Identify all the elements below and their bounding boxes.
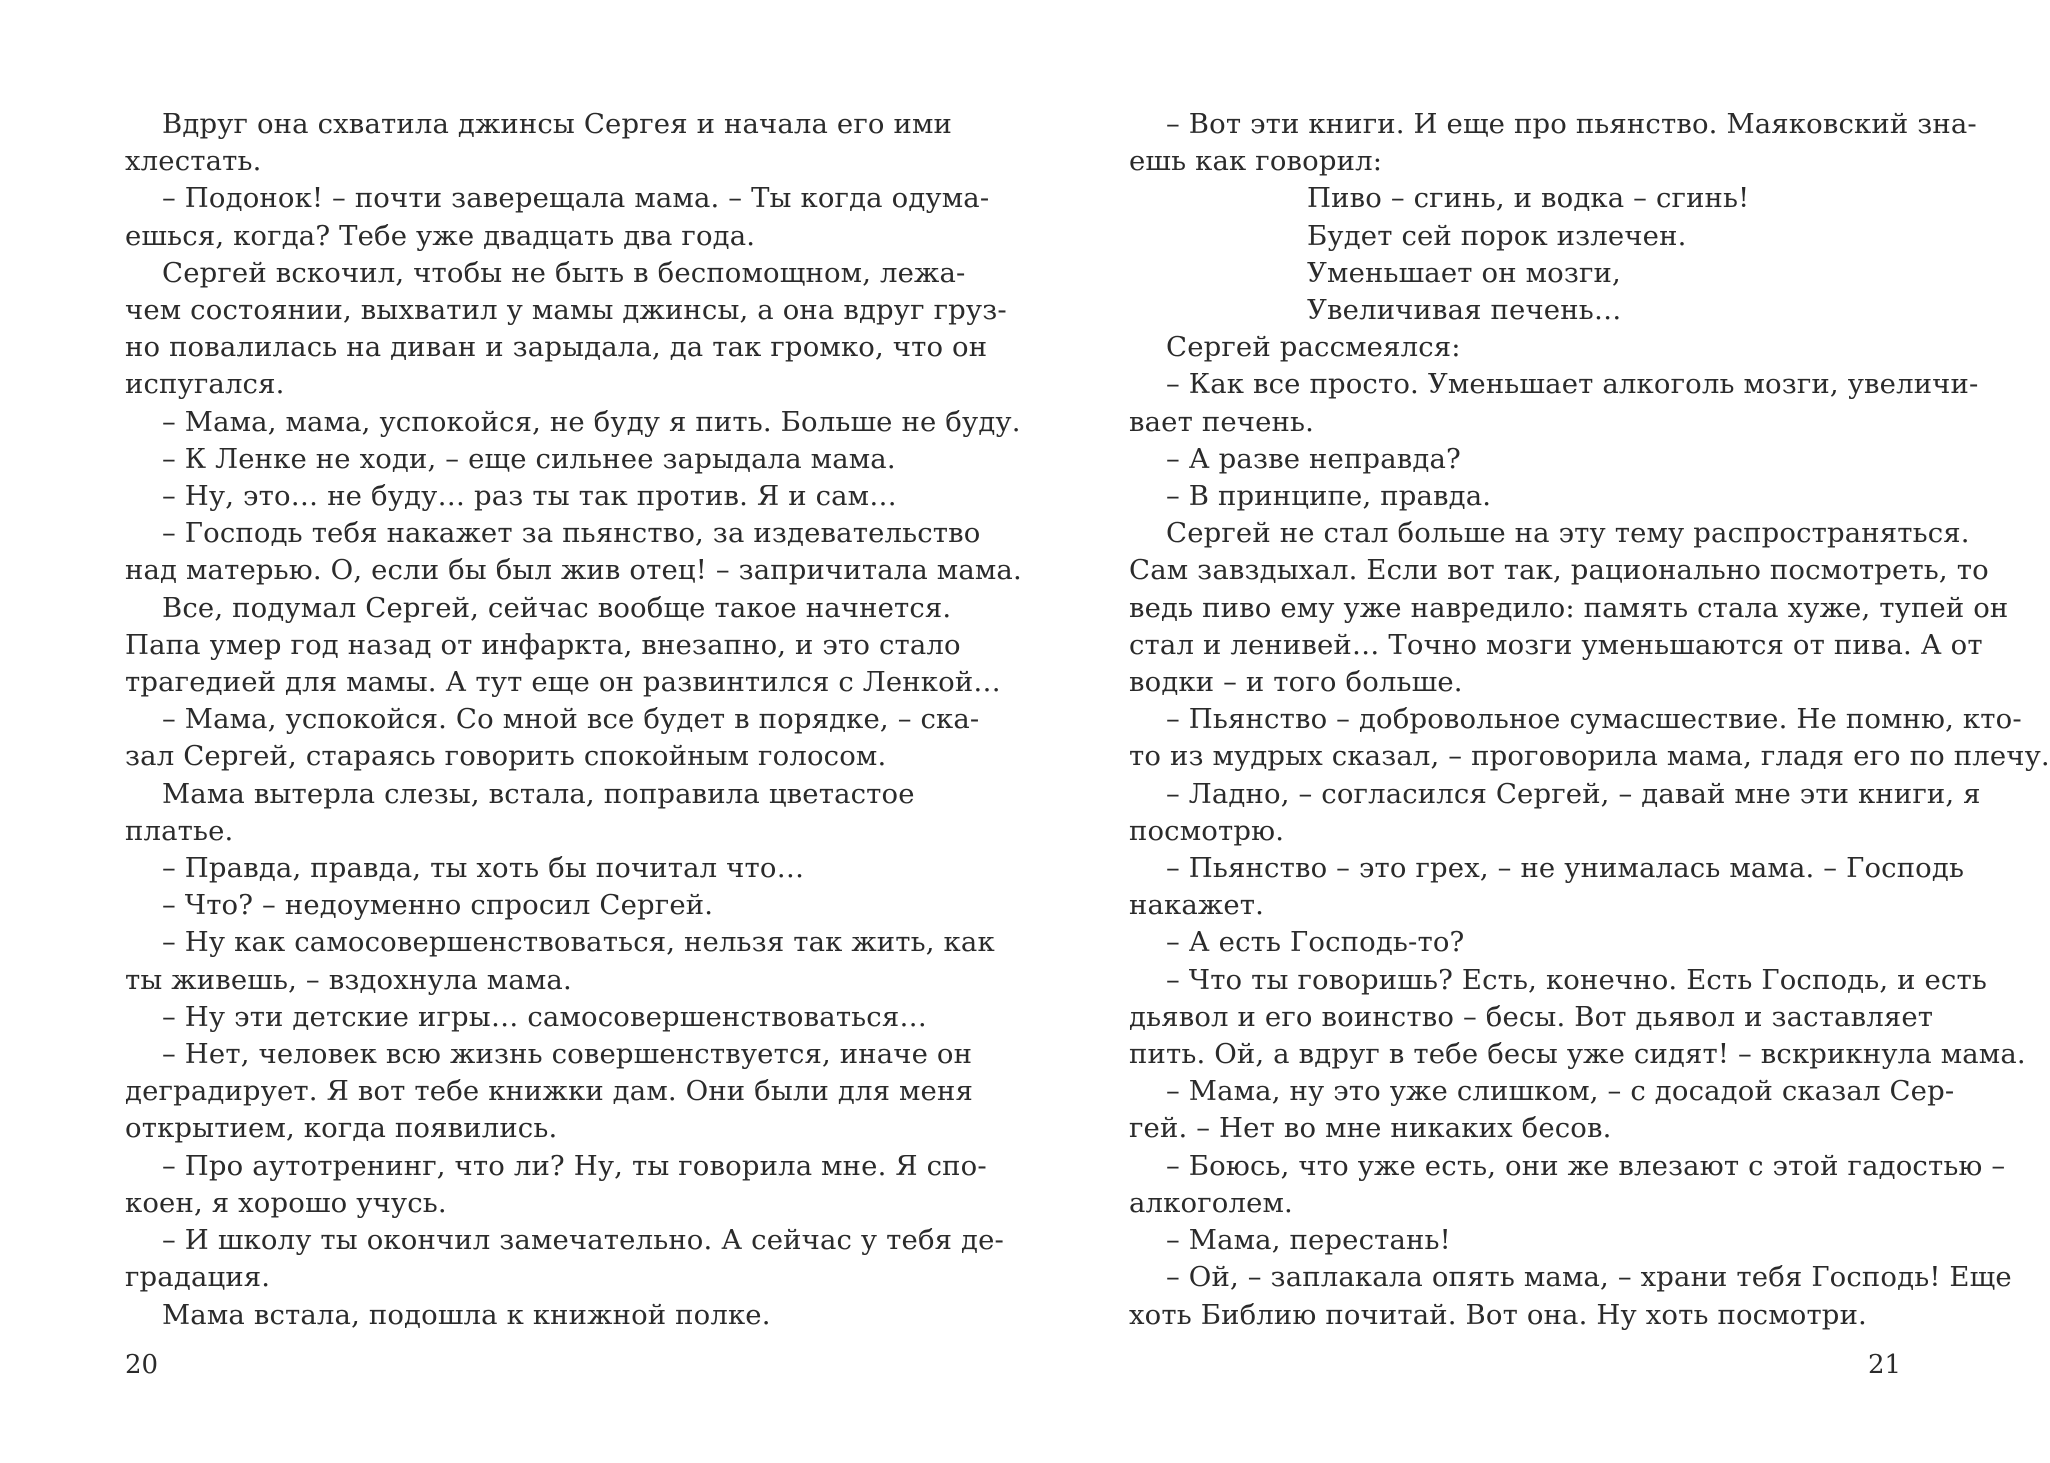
text-line: Сам завздыхал. Если вот так, рационально посмотреть, то [1129,554,1989,587]
text-line: – Нет, человек всю жизнь совершенствуется, иначе он [162,1038,973,1071]
text-line: Сергей вскочил, чтобы не быть в беспомощном, лежа- [162,256,966,289]
left-page-text [125,106,1022,1334]
text-line: – Боюсь, что уже есть, они же влезают с этой гадостью – [1166,1149,2006,1182]
text-line: – Мама, мама, успокойся, не буду я пить. Больше не буду. [162,405,1021,438]
text-line: стал и ленивей… Точно мозги уменьшаются от пива. А от [1129,628,1983,661]
text-line: – В принципе, правда. [1166,480,1492,513]
text-line: – Ну, это… не буду… раз ты так против. Я и сам… [162,480,897,513]
text-line: градация. [125,1261,271,1294]
text-line: ешь как говорил: [1129,145,1383,178]
text-line: – Ну как самосовершенствоваться, нельзя так жить, как [162,926,995,959]
text-line: – К Ленке не ходи, – еще сильнее зарыдала мама. [162,442,896,475]
text-line: – Как все просто. Уменьшает алкоголь мозги, увеличи- [1166,368,1979,401]
text-line: водки – и того больше. [1129,666,1463,699]
verse-line: Уменьшает он мозги, [1307,256,1621,289]
text-line: коен, я хорошо учусь. [125,1186,447,1219]
text-line: – Мама, успокойся. Со мной все будет в порядке, – ска- [162,703,980,736]
text-line: алкоголем. [1129,1186,1293,1219]
text-line: платье. [125,814,234,847]
text-line: – А есть Господь-то? [1166,926,1465,959]
text-line: – Что ты говоришь? Есть, конечно. Есть Господь, и есть [1166,963,1987,996]
text-line: – Вот эти книги. И еще про пьянство. Маяковский зна- [1166,108,1977,140]
text-line: Вдруг она схватила джинсы Сергея и начала его ими [162,108,952,140]
verse-line: Увеличивая печень… [1307,294,1622,327]
text-line: Сергей рассмеялся: [1166,331,1461,364]
text-line: – Пьянство – добровольное сумасшествие. Не помню, кто- [1166,703,2022,736]
text-line: но повалилась на диван и зарыдала, да так громко, что он [125,331,988,364]
right-page-number: 21 [1868,1350,1902,1380]
text-line: – Подонок! – почти заверещала мама. – Ты когда одума- [162,182,990,215]
text-line: пить. Ой, а вдруг в тебе бесы уже сидят! – вскрикнула мама. [1129,1038,2026,1071]
text-line: гей. – Нет во мне никаких бесов. [1129,1112,1612,1145]
text-line: чем состоянии, выхватил у мамы джинсы, а она вдруг груз- [125,294,1007,327]
text-line: посмотрю. [1129,814,1285,847]
verse-line: Пиво – сгинь, и водка – сгинь! [1307,182,1750,215]
text-line: хоть Библию почитай. Вот она. Ну хоть посмотри. [1129,1298,1867,1331]
text-line: Мама встала, подошла к книжной полке. [162,1298,771,1331]
text-line: то из мудрых сказал, – проговорила мама, гладя его по плечу. [1129,740,2050,773]
text-line: накажет. [1129,889,1265,922]
text-line: – И школу ты окончил замечательно. А сейчас у тебя де- [162,1224,1004,1257]
right-page-text [1129,106,2050,1334]
text-line: – Правда, правда, ты хоть бы почитал что… [162,852,805,885]
text-line: над матерью. О, если бы был жив отец! – запричитала мама. [125,554,1022,587]
left-page-number: 20 [125,1350,159,1380]
text-line: ешься, когда? Тебе уже двадцать два года. [125,219,756,252]
text-line: дьявол и его воинство – бесы. Вот дьявол и заставляет [1129,1000,1934,1033]
text-line: Сергей не стал больше на эту тему распространяться. [1166,517,1970,550]
text-line: – Что? – недоуменно спросил Сергей. [162,889,714,922]
text-line: ты живешь, – вздохнула мама. [125,963,572,996]
text-line: испугался. [125,368,285,401]
text-line: – Ладно, – согласился Сергей, – давай мне эти книги, я [1166,777,1981,810]
text-line: зал Сергей, стараясь говорить спокойным голосом. [125,740,887,773]
text-line: – Ну эти детские игры… самосовершенствоваться… [162,1000,928,1033]
text-line: – Господь тебя накажет за пьянство, за издевательство [162,517,981,550]
text-line: вает печень. [1129,405,1315,438]
text-line: ведь пиво ему уже навредило: память стала хуже, тупей он [1129,591,2009,624]
text-line: – Пьянство – это грех, – не унималась мама. – Господь [1166,852,1965,885]
text-line: трагедией для мамы. А тут еще он развинтился с Ленкой… [125,666,1001,699]
text-line: – Мама, перестань! [1166,1224,1451,1257]
text-line: открытием, когда появились. [125,1112,558,1145]
text-line: Мама вытерла слезы, встала, поправила цветастое [162,777,915,810]
text-line: хлестать. [125,145,262,178]
text-line: – Мама, ну это уже слишком, – с досадой сказал Сер- [1166,1075,1955,1108]
text-line: Папа умер год назад от инфаркта, внезапно, и это стало [125,628,961,661]
text-line: Все, подумал Сергей, сейчас вообще такое начнется. [162,591,952,624]
text-line: – А разве неправда? [1166,442,1461,475]
text-line: – Про аутотренинг, что ли? Ну, ты говорила мне. Я спо- [162,1149,987,1182]
verse-line: Будет сей порок излечен. [1307,219,1687,252]
text-line: – Ой, – заплакала опять мама, – храни тебя Господь! Еще [1166,1261,2012,1294]
text-line: деградирует. Я вот тебе книжки дам. Они были для меня [125,1075,973,1108]
